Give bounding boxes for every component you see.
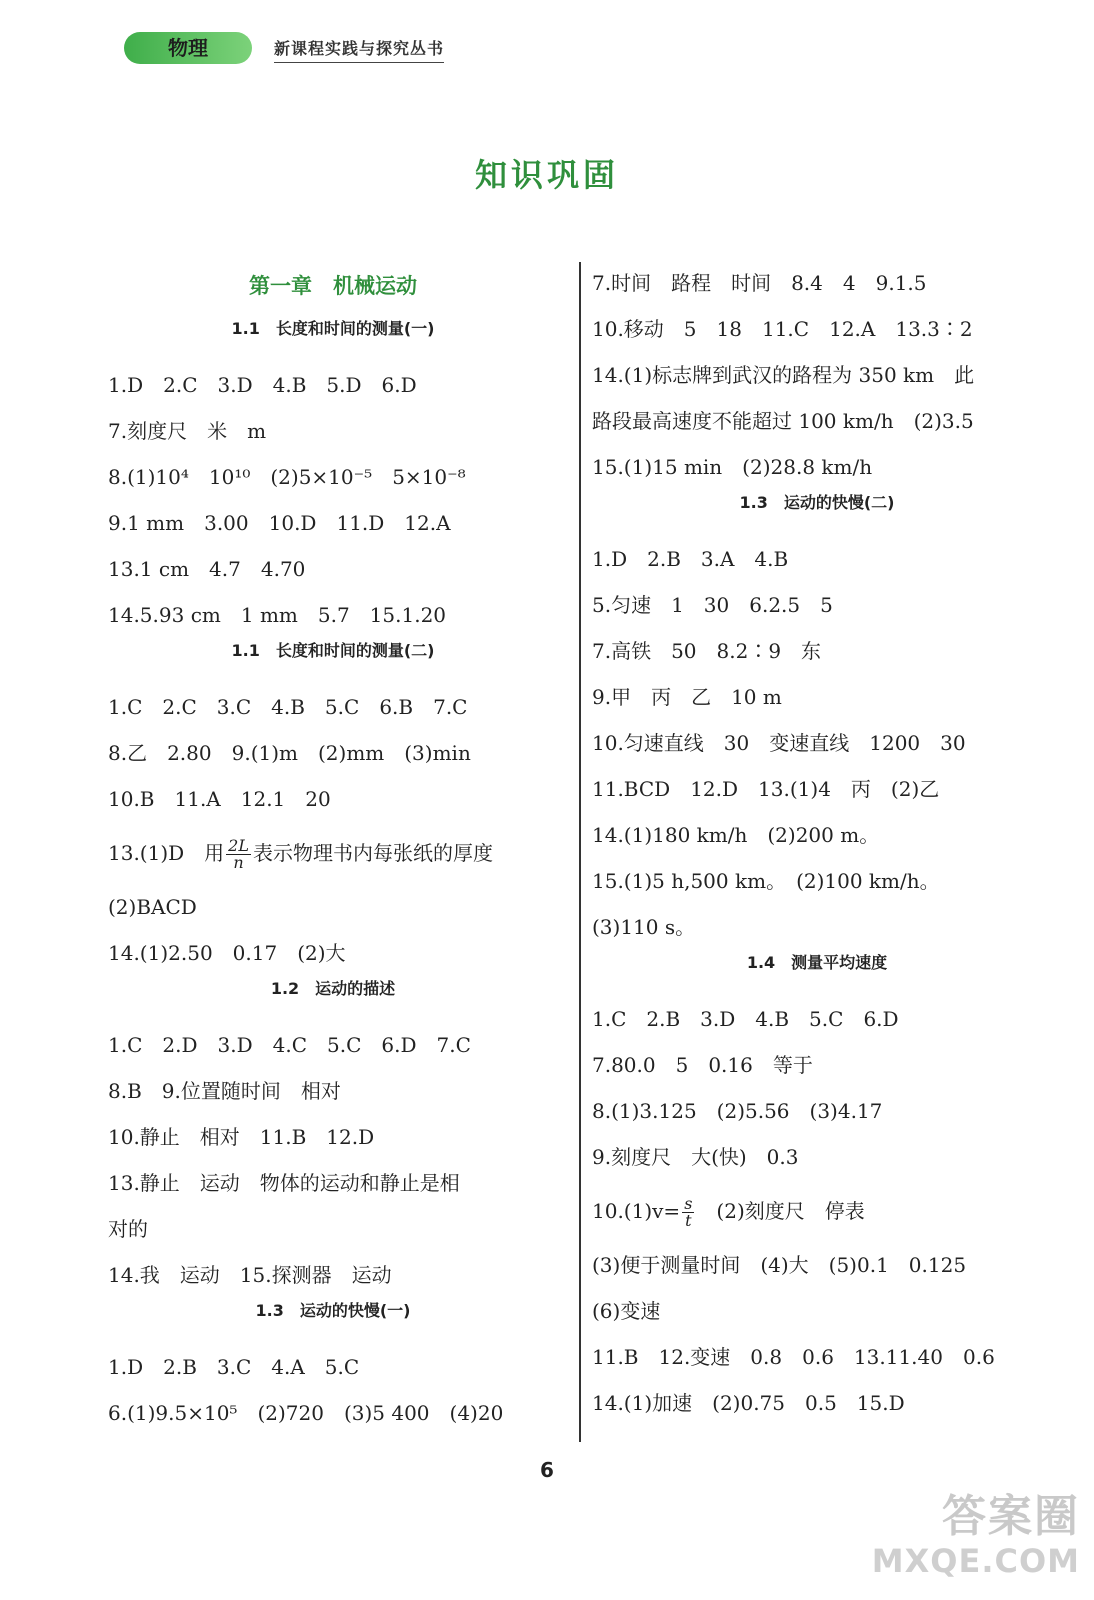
answer-text: 表示物理书内每张纸的厚度 <box>252 841 493 865</box>
answer-line-with-fraction <box>592 1180 1042 1242</box>
page-title: 知识巩固 <box>474 156 619 194</box>
section-heading: 1.2 运动的描述 <box>270 979 396 998</box>
answer-line: 13.1 cm 4.7 4.70 <box>108 557 306 581</box>
answer-line: 9.刻度尺 大(快) 0.3 <box>592 1145 799 1169</box>
right-column <box>592 260 1042 1426</box>
answer-line: 14.(1)标志牌到武汉的路程为 350 km 此 <box>592 363 975 387</box>
page-number: 6 <box>540 1458 554 1482</box>
answer-line: (6)变速 <box>592 1299 661 1323</box>
watermark-logo <box>871 1480 1080 1590</box>
answer-line: 10.静止 相对 11.B 12.D <box>108 1125 375 1149</box>
answer-line: 对的 <box>108 1217 148 1241</box>
answer-line: 1.C 2.D 3.D 4.C 5.C 6.D 7.C <box>108 1033 471 1057</box>
answer-line: 15.(1)15 min (2)28.8 km/h <box>592 455 873 479</box>
section-heading: 1.3 运动的快慢(一) <box>255 1301 411 1320</box>
answer-line: 1.D 2.B 3.A 4.B <box>592 547 789 571</box>
answer-line: 14.(1)180 km/h (2)200 m。 <box>592 823 880 847</box>
answer-line: 10.匀速直线 30 变速直线 1200 30 <box>592 731 966 755</box>
column-divider <box>579 262 581 1442</box>
answer-line-with-fraction <box>108 822 558 884</box>
answer-line: 8.(1)10⁴ 10¹⁰ (2)5×10⁻⁵ 5×10⁻⁸ <box>108 465 466 489</box>
answer-line: 7.时间 路程 时间 8.4 4 9.1.5 <box>592 271 927 295</box>
answer-line: 9.甲 丙 乙 10 m <box>592 685 782 709</box>
answer-text: 13.(1)D 用 <box>108 841 225 865</box>
fraction <box>682 1196 694 1229</box>
answer-line: (3)110 s。 <box>592 915 696 939</box>
answer-line: 8.B 9.位置随时间 相对 <box>108 1079 341 1103</box>
answer-text: (2)刻度尺 停表 <box>696 1199 865 1223</box>
answer-line: 7.高铁 50 8.2∶9 东 <box>592 639 822 663</box>
answer-line: (2)BACD <box>108 895 197 919</box>
answer-line: 11.B 12.变速 0.8 0.6 13.11.40 0.6 <box>592 1345 995 1369</box>
answer-line: 14.5.93 cm 1 mm 5.7 15.1.20 <box>108 603 447 627</box>
section-heading: 1.1 长度和时间的测量(一) <box>231 319 435 338</box>
answer-line: 9.1 mm 3.00 10.D 11.D 12.A <box>108 511 451 535</box>
answer-line: 6.(1)9.5×10⁵ (2)720 (3)5 400 (4)20 <box>108 1401 504 1425</box>
fraction-denominator: t <box>685 1211 692 1230</box>
answer-line: 14.(1)2.50 0.17 (2)大 <box>108 941 346 965</box>
answer-line: 5.匀速 1 30 6.2.5 5 <box>592 593 833 617</box>
answer-line: 14.我 运动 15.探测器 运动 <box>108 1263 392 1287</box>
answer-line: 10.移动 5 18 11.C 12.A 13.3∶2 <box>592 317 973 341</box>
section-heading: 1.3 运动的快慢(二) <box>739 493 895 512</box>
series-title: 新课程实践与探究丛书 <box>274 36 444 63</box>
answer-line: 14.(1)加速 (2)0.75 0.5 15.D <box>592 1391 905 1415</box>
fraction-denominator: n <box>233 853 244 872</box>
watermark-text: 答案圈 <box>942 1491 1080 1542</box>
answer-line: 11.BCD 12.D 13.(1)4 丙 (2)乙 <box>592 777 940 801</box>
answer-line: 1.C 2.C 3.C 4.B 5.C 6.B 7.C <box>108 695 468 719</box>
answer-line: 1.C 2.B 3.D 4.B 5.C 6.D <box>592 1007 899 1031</box>
answer-line: 7.刻度尺 米 m <box>108 419 267 443</box>
answer-line: 10.B 11.A 12.1 20 <box>108 787 331 811</box>
answer-line: 8.乙 2.80 9.(1)m (2)mm (3)min <box>108 741 471 765</box>
fraction <box>226 838 251 871</box>
chapter-heading: 第一章 机械运动 <box>249 274 417 298</box>
answer-line: 13.静止 运动 物体的运动和静止是相 <box>108 1171 460 1195</box>
fraction-numerator: s <box>684 1194 693 1213</box>
answer-line: 路段最高速度不能超过 100 km/h (2)3.5 <box>592 409 974 433</box>
fraction-numerator: 2L <box>228 836 249 855</box>
subject-badge: 物理 <box>124 32 252 64</box>
section-heading: 1.1 长度和时间的测量(二) <box>231 641 435 660</box>
answer-text: 10.(1)v= <box>592 1199 681 1223</box>
watermark-url: MXQE.COM <box>871 1542 1080 1580</box>
answer-line: 8.(1)3.125 (2)5.56 (3)4.17 <box>592 1099 883 1123</box>
section-heading: 1.4 测量平均速度 <box>746 953 888 972</box>
answer-line: 1.D 2.B 3.C 4.A 5.C <box>108 1355 360 1379</box>
answer-line: 15.(1)5 h,500 km。 (2)100 km/h。 <box>592 869 940 893</box>
answer-line: 1.D 2.C 3.D 4.B 5.D 6.D <box>108 373 417 397</box>
left-column <box>108 270 558 1436</box>
answer-line: 7.80.0 5 0.16 等于 <box>592 1053 813 1077</box>
answer-line: (3)便于测量时间 (4)大 (5)0.1 0.125 <box>592 1253 967 1277</box>
